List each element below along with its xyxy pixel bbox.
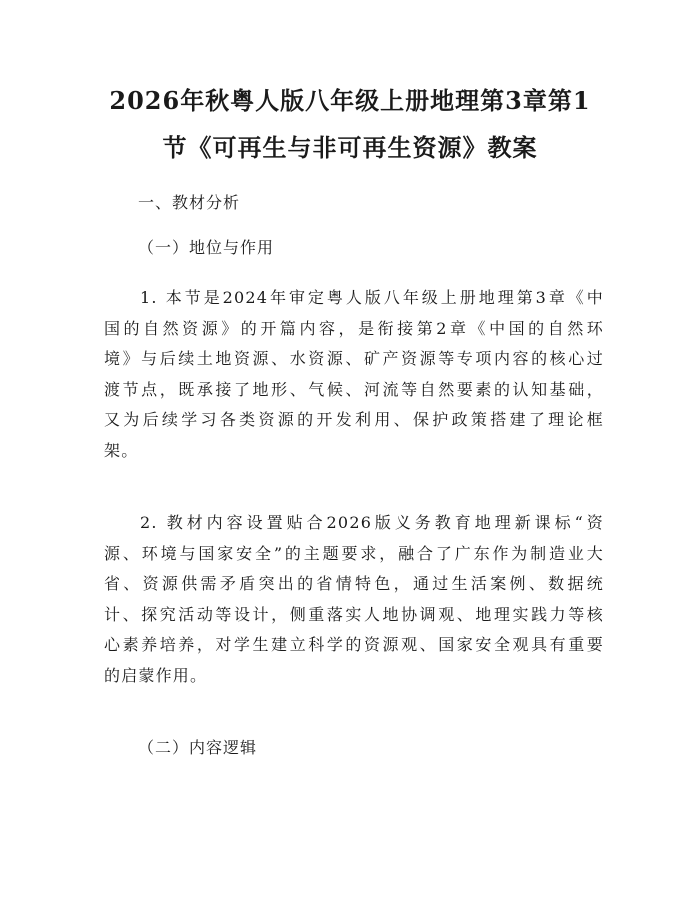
paragraph-1-line: 国的自然资源》的开篇内容，是衔接第2章《中国的自然环 xyxy=(104,318,604,338)
subsection-heading-content-logic: （二）内容逻辑 xyxy=(138,738,258,757)
paragraph-2-line: 计、探究活动等设计，侧重落实人地协调观、地理实践力等核 xyxy=(104,604,604,624)
paragraph-2-line: 源、环境与国家安全”的主题要求，融合了广东作为制造业大 xyxy=(104,543,604,563)
document-title-line-2: 节《可再生与非可再生资源》教案 xyxy=(162,133,538,162)
paragraph-1-line: 又为后续学习各类资源的开发利用、保护政策搭建了理论框 xyxy=(104,410,604,430)
paragraph-1-line: 架。 xyxy=(104,440,139,460)
paragraph-1-line: 渡节点，既承接了地形、气候、河流等自然要素的认知基础， xyxy=(104,379,604,399)
paragraph-1 xyxy=(104,283,604,467)
subsection-heading-position-role: （一）地位与作用 xyxy=(138,238,275,257)
section-heading-textbook-analysis: 一、教材分析 xyxy=(138,193,241,212)
paragraph-2-line: 的启蒙作用。 xyxy=(104,665,208,685)
document-title-line-1: 2026年秋粤人版八年级上册地理第3章第1 xyxy=(109,86,591,115)
paragraph-2-line: 省、资源供需矛盾突出的省情特色，通过生活案例、数据统 xyxy=(104,574,604,594)
paragraph-1-line: 境》与后续土地资源、水资源、矿产资源等专项内容的核心过 xyxy=(104,349,604,369)
paragraph-2 xyxy=(104,508,604,692)
paragraph-1-line: 1. 本节是2024年审定粤人版八年级上册地理第3章《中 xyxy=(140,288,604,307)
paragraph-2-line: 2. 教材内容设置贴合2026版义务教育地理新课标“资 xyxy=(140,513,604,532)
paragraph-2-line: 心素养培养，对学生建立科学的资源观、国家安全观具有重要 xyxy=(104,635,604,655)
